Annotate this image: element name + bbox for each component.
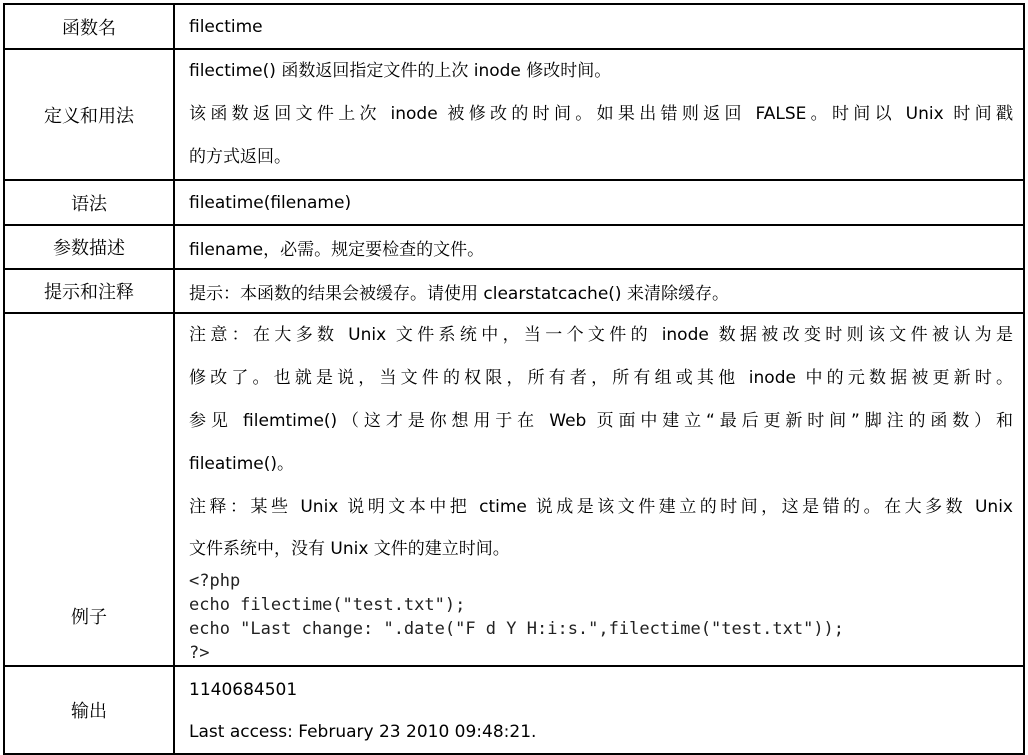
row-definition bbox=[4, 49, 1024, 180]
code-line: echo filectime("test.txt"); bbox=[189, 595, 466, 615]
value-params: filename，必需。规定要检查的文件。 bbox=[174, 225, 1024, 269]
row-function-name bbox=[4, 4, 1024, 49]
label-function-name: 函数名 bbox=[4, 4, 174, 49]
code-line: <?php bbox=[189, 571, 241, 591]
example-note-line: 注释：某些 Unix 说明文本中把 ctime 说成是该文件建立的时间，这是错的。在大多数 Unix bbox=[189, 497, 1013, 517]
value-example bbox=[174, 313, 1024, 666]
output-line: 1140684501 bbox=[189, 680, 298, 700]
example-note-line: 文件系统中，没有 Unix 文件的建立时间。 bbox=[189, 539, 510, 559]
code-line: echo "Last change: ".date("F d Y H:i:s.",filectime("test.txt")); bbox=[189, 619, 845, 639]
row-params bbox=[4, 225, 1024, 269]
value-syntax: fileatime(filename) bbox=[174, 180, 1024, 225]
function-reference-table bbox=[3, 3, 1025, 755]
row-example bbox=[4, 313, 1024, 666]
value-output bbox=[174, 666, 1024, 754]
example-note-line: 修改了。也就是说，当文件的权限，所有者，所有组或其他 inode 中的元数据被更新时。 bbox=[189, 368, 1013, 388]
value-definition bbox=[174, 49, 1024, 180]
label-output: 输出 bbox=[4, 666, 174, 754]
output-line: Last access: February 23 2010 09:48:21. bbox=[189, 722, 537, 742]
definition-line: filectime() 函数返回指定文件的上次 inode 修改时间。 bbox=[189, 61, 612, 81]
row-tips bbox=[4, 269, 1024, 313]
example-note-line: 参见 filemtime()（这才是你想用于在 Web 页面中建立“最后更新时间”脚注的函数）和 bbox=[189, 411, 1013, 431]
code-line: ?> bbox=[189, 643, 210, 663]
definition-line: 的方式返回。 bbox=[189, 147, 291, 167]
label-syntax: 语法 bbox=[4, 180, 174, 225]
label-example: 例子 bbox=[4, 313, 174, 666]
example-note-line: fileatime()。 bbox=[189, 454, 294, 474]
row-output bbox=[4, 666, 1024, 754]
value-function-name: filectime bbox=[174, 4, 1024, 49]
definition-line: 该函数返回文件上次 inode 被修改的时间。如果出错则返回 FALSE。时间以 Unix 时间戳 bbox=[189, 104, 1013, 124]
row-syntax bbox=[4, 180, 1024, 225]
label-tips: 提示和注释 bbox=[4, 269, 174, 313]
label-params: 参数描述 bbox=[4, 225, 174, 269]
label-definition: 定义和用法 bbox=[4, 49, 174, 180]
example-note-line: 注意：在大多数 Unix 文件系统中，当一个文件的 inode 数据被改变时则该文件被认为是 bbox=[189, 325, 1013, 345]
value-tips: 提示：本函数的结果会被缓存。请使用 clearstatcache() 来清除缓存。 bbox=[174, 269, 1024, 313]
